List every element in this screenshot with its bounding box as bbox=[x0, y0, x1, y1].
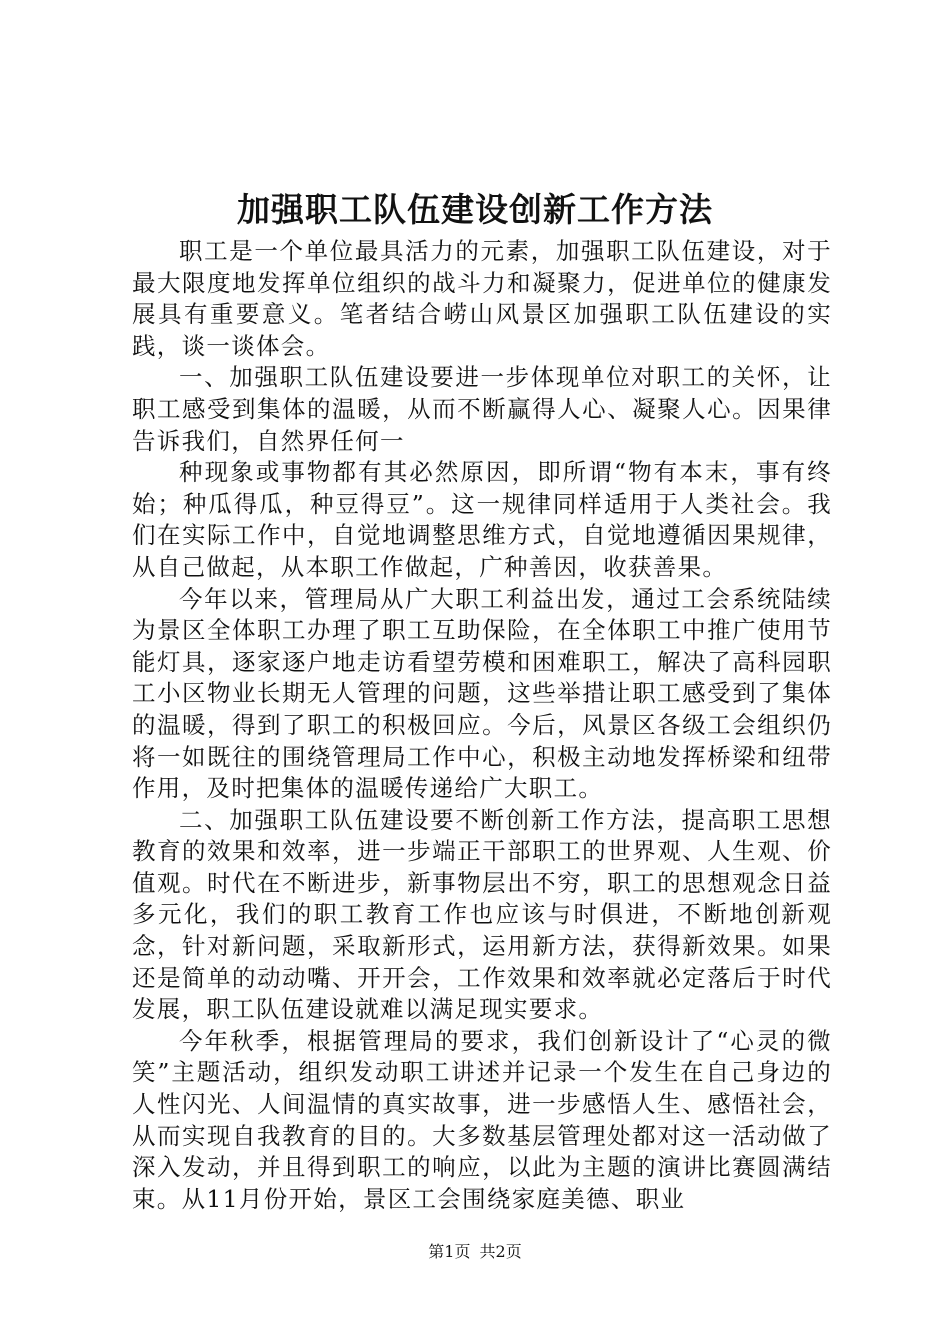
document-title: 加强职工队伍建设创新工作方法 bbox=[237, 190, 713, 229]
page-total: 共2页 bbox=[479, 1242, 522, 1261]
paragraph: 职工是一个单位最具活力的元素，加强职工队伍建设，对于最大限度地发挥单位组织的战斗力和凝聚力，促进单位的健康发展具有重要意义。笔者结合崂山风景区加强职工队伍建设的实践，谈一谈体会。 bbox=[132, 237, 832, 360]
page-number: 第1页 bbox=[428, 1242, 471, 1261]
paragraph: 二、加强职工队伍建设要不断创新工作方法，提高职工思想教育的效果和效率，进一步端正干部职工的世界观、人生观、价值观。时代在不断进步，新事物层出不穷，职工的思想观念日益多元化，我们的职工教育工作也应该与时俱进，不断地创新观念，针对新问题，采取新形式，运用新方法，获得新效果。如果还是简单的动动嘴、开开会，工作效果和效率就必定落后于时代发展，职工队伍建设就难以满足现实要求。 bbox=[132, 805, 832, 1024]
paragraph: 今年秋季，根据管理局的要求，我们创新设计了“心灵的微笑”主题活动，组织发动职工讲述并记录一个发生在自己身边的人性闪光、人间温情的真实故事，进一步感悟人生、感悟社会，从而实现自我教育的目的。大多数基层管理处都对这一活动做了深入发动，并且得到职工的响应，以此为主题的演讲比赛圆满结束。从11月份开始，景区工会围绕家庭美德、职业 bbox=[132, 1026, 832, 1213]
document-body bbox=[132, 236, 832, 1215]
paragraph: 今年以来，管理局从广大职工利益出发，通过工会系统陆续为景区全体职工办理了职工互助保险，在全体职工中推广使用节能灯具，逐家逐户地走访看望劳模和困难职工，解决了高科园职工小区物业长期无人管理的问题，这些举措让职工感受到了集体的温暖，得到了职工的积极回应。今后，风景区各级工会组织仍将一如既往的围绕管理局工作中心，积极主动地发挥桥梁和纽带作用，及时把集体的温暖传递给广大职工。 bbox=[132, 584, 832, 803]
page-footer bbox=[0, 1240, 950, 1264]
paragraph: 种现象或事物都有其必然原因，即所谓“物有本末，事有终始；种瓜得瓜，种豆得豆”。这一规律同样适用于人类社会。我们在实际工作中，自觉地调整思维方式，自觉地遵循因果规律，从自己做起，从本职工作做起，广种善因，收获善果。 bbox=[132, 458, 832, 581]
paragraph: 一、加强职工队伍建设要进一步体现单位对职工的关怀，让职工感受到集体的温暖，从而不断赢得人心、凝聚人心。因果律告诉我们，自然界任何一 bbox=[132, 363, 832, 455]
